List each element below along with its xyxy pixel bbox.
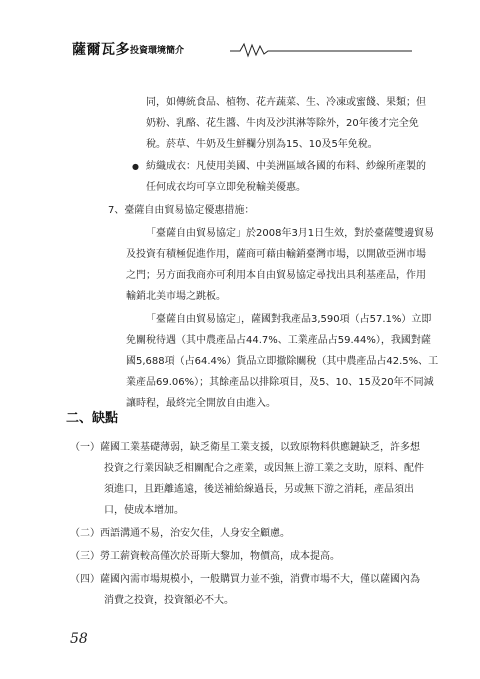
text-line: 之門；另方面我商亦可利用本自由貿易協定尋找出具利基產品，作用 [126,270,426,281]
header-title-sub: 投資環境簡介 [130,46,185,56]
text-line: 「臺薩自由貿易協定」於2008年3月1日生效，對於臺薩雙邊貿易 [146,228,435,239]
text-line: 口，使成本增加。 [104,505,184,516]
text-line: 免關稅待遇（其中農產品占44.7%、工業產品占59.44%），我國對薩 [126,335,431,346]
list-item: （四）薩國內需市場規模小，一般購買力並不強，消費市場不大，僅以薩國內為 [70,574,420,585]
text-line: 輸銷北美市場之跳板。 [126,291,226,302]
text-line: 同，如傳統食品、植物、花卉蔬菜、生、冷凍或蜜餞、果類；但 [146,97,426,108]
list-item: （三）勞工薪資較高僅次於哥斯大黎加，物價高，成本提高。 [70,551,340,562]
text-line: 國5,688項（占64.4%）貨品立即撤除關稅（其中農產品占42.5%、工 [126,356,439,367]
text-line: 須進口，且距離遙遠，後送補給線過長，另或無下游之消耗，產品須出 [104,484,414,495]
text-line: 消費之投資，投資額必不大。 [104,595,234,606]
text-line: 奶粉、乳酪、花生醬、牛肉及沙淇淋等除外，20年後才完全免 [146,118,419,129]
list-item: （二）西語溝通不易，治安欠佳，人身安全顧慮。 [70,528,290,539]
bullet-icon: ● [132,162,139,171]
text-line: 及投資有積極促進作用，薩商可藉由輸銷臺灣市場，以開啟亞洲市場 [126,249,426,260]
text-line: 稅。菸草、牛奶及生鮮欄分別為15、10及5年免稅。 [146,139,378,150]
text-line: 業產品69.06%）；其餘產品以排除項目，及5、10、15及20年不同減 [126,377,434,388]
header-title-main: 薩爾瓦多 [72,42,130,58]
text-line: 任何成衣均可享立即免稅輸美優惠。 [146,182,306,193]
text-line: 「臺薩自由貿易協定」，薩國對我產品3,590項（占57.1%）立即 [146,314,432,325]
list-item: （一）薩國工業基礎薄弱，缺乏衛星工業支援，以致原物料供應鏈缺乏，許多想 [70,442,420,453]
running-header [72,42,412,58]
page-number: 58 [70,631,88,647]
text-line: 讓時程，最終完全開放自由進入。 [126,398,276,409]
section-heading: 二、缺點 [66,411,119,426]
numbered-item-heading: 7、臺薩自由貿易協定優惠措施： [108,205,255,216]
text-line: 紡織成衣：凡使用美國、中美洲區域各國的布料、紗線所產製的 [146,161,426,172]
text-line: 投資之行業因缺乏相關配合之產業，或因無上游工業之支助，原料、配件 [104,463,424,474]
